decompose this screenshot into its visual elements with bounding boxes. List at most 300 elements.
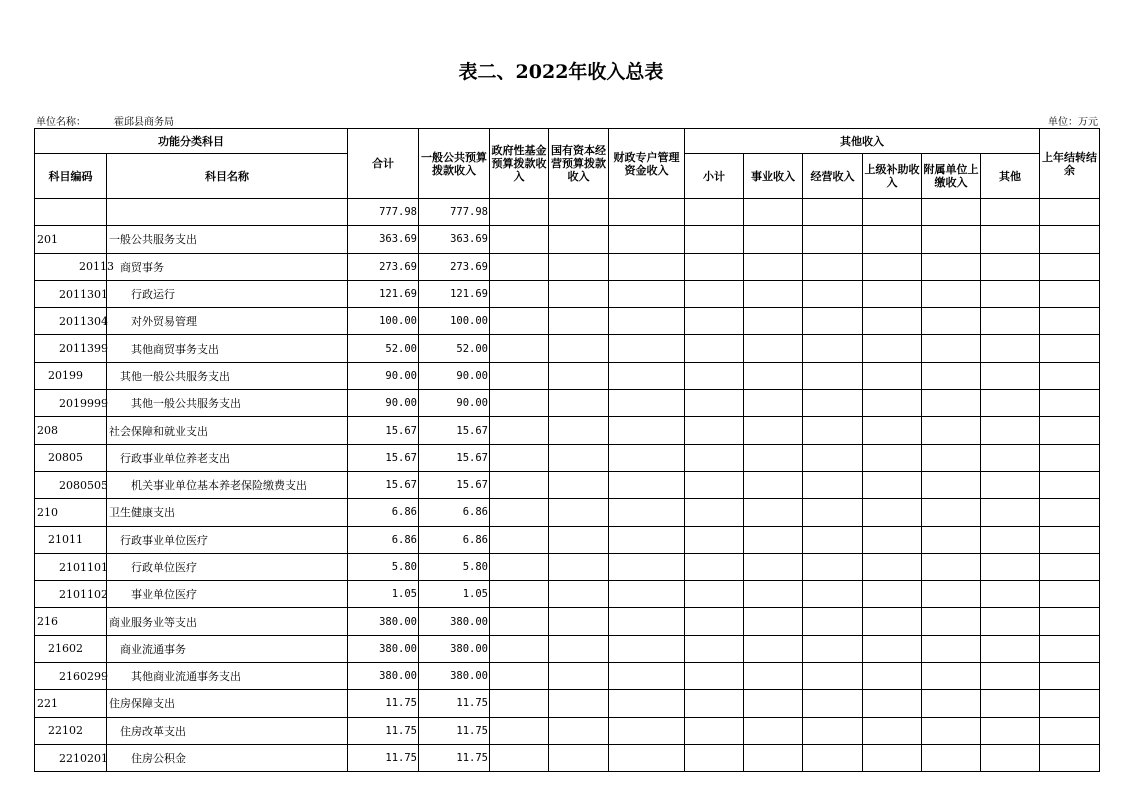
cell-empty xyxy=(863,335,922,362)
table-row xyxy=(35,690,1100,717)
cell-empty xyxy=(803,199,863,226)
cell-code: 2101101 xyxy=(35,553,107,580)
cell-empty xyxy=(685,744,744,771)
cell-empty xyxy=(1040,199,1100,226)
cell-empty xyxy=(981,608,1040,635)
cell-total: 15.67 xyxy=(348,417,419,444)
table-row xyxy=(35,390,1100,417)
cell-general-budget: 380.00 xyxy=(419,608,490,635)
cell-empty xyxy=(1040,308,1100,335)
cell-empty xyxy=(981,471,1040,498)
cell-name: 其他一般公共服务支出 xyxy=(107,390,348,417)
cell-empty xyxy=(922,226,981,253)
cell-code: 2160299 xyxy=(35,663,107,690)
cell-empty xyxy=(490,608,549,635)
cell-code: 201 xyxy=(35,226,107,253)
table-body xyxy=(35,199,1100,772)
cell-empty xyxy=(803,308,863,335)
cell-empty xyxy=(490,581,549,608)
cell-empty xyxy=(744,417,803,444)
cell-empty xyxy=(490,471,549,498)
table-row xyxy=(35,499,1100,526)
cell-empty xyxy=(549,308,609,335)
cell-empty xyxy=(490,499,549,526)
cell-empty xyxy=(1040,362,1100,389)
cell-name: 事业单位医疗 xyxy=(107,581,348,608)
cell-empty xyxy=(922,253,981,280)
cell-general-budget: 273.69 xyxy=(419,253,490,280)
cell-general-budget: 777.98 xyxy=(419,199,490,226)
cell-empty xyxy=(803,226,863,253)
cell-empty xyxy=(1040,444,1100,471)
cell-name: 行政事业单位养老支出 xyxy=(107,444,348,471)
cell-empty xyxy=(863,635,922,662)
cell-empty xyxy=(981,553,1040,580)
cell-name: 卫生健康支出 xyxy=(107,499,348,526)
cell-empty xyxy=(981,744,1040,771)
cell-empty xyxy=(922,744,981,771)
header-function-class: 功能分类科目 xyxy=(35,129,348,154)
header-special-mgmt: 财政专户管理资金收入 xyxy=(609,129,685,199)
cell-empty xyxy=(803,553,863,580)
cell-empty xyxy=(685,390,744,417)
cell-empty xyxy=(609,308,685,335)
cell-empty xyxy=(863,608,922,635)
cell-empty xyxy=(609,280,685,307)
header-general-budget: 一般公共预算拨款收入 xyxy=(419,129,490,199)
cell-name: 住房公积金 xyxy=(107,744,348,771)
cell-empty xyxy=(803,280,863,307)
cell-empty xyxy=(549,390,609,417)
cell-code: 20199 xyxy=(35,362,107,389)
cell-empty xyxy=(981,499,1040,526)
cell-code: 22102 xyxy=(35,717,107,744)
cell-empty xyxy=(803,608,863,635)
unit-name-label: 单位名称： xyxy=(36,117,86,128)
cell-empty xyxy=(549,608,609,635)
cell-empty xyxy=(863,253,922,280)
cell-empty xyxy=(685,362,744,389)
cell-general-budget: 11.75 xyxy=(419,717,490,744)
cell-empty xyxy=(744,390,803,417)
cell-empty xyxy=(922,635,981,662)
cell-empty xyxy=(1040,417,1100,444)
cell-empty xyxy=(549,362,609,389)
cell-empty xyxy=(609,744,685,771)
cell-empty xyxy=(922,280,981,307)
cell-empty xyxy=(685,417,744,444)
cell-empty xyxy=(922,335,981,362)
cell-empty xyxy=(549,717,609,744)
unit-name-value: 霍邱县商务局 xyxy=(114,117,174,128)
cell-empty xyxy=(744,362,803,389)
cell-total: 11.75 xyxy=(348,717,419,744)
cell-empty xyxy=(609,226,685,253)
cell-empty xyxy=(863,308,922,335)
cell-empty xyxy=(549,444,609,471)
cell-empty xyxy=(609,635,685,662)
cell-empty xyxy=(922,663,981,690)
cell-name: 社会保障和就业支出 xyxy=(107,417,348,444)
cell-empty xyxy=(863,581,922,608)
cell-total: 11.75 xyxy=(348,744,419,771)
cell-general-budget: 15.67 xyxy=(419,444,490,471)
cell-general-budget: 363.69 xyxy=(419,226,490,253)
cell-empty xyxy=(549,417,609,444)
table-row xyxy=(35,226,1100,253)
cell-empty xyxy=(1040,663,1100,690)
cell-empty xyxy=(744,744,803,771)
cell-empty xyxy=(803,253,863,280)
cell-empty xyxy=(685,635,744,662)
table-row xyxy=(35,744,1100,771)
cell-general-budget: 380.00 xyxy=(419,663,490,690)
cell-empty xyxy=(490,717,549,744)
cell-empty xyxy=(863,417,922,444)
cell-empty xyxy=(685,663,744,690)
cell-empty xyxy=(1040,635,1100,662)
cell-empty xyxy=(922,608,981,635)
cell-empty xyxy=(863,280,922,307)
cell-empty xyxy=(981,390,1040,417)
table-row xyxy=(35,417,1100,444)
cell-general-budget: 5.80 xyxy=(419,553,490,580)
cell-name: 行政事业单位医疗 xyxy=(107,526,348,553)
table-row xyxy=(35,581,1100,608)
table-row xyxy=(35,635,1100,662)
cell-general-budget: 90.00 xyxy=(419,390,490,417)
cell-empty xyxy=(549,553,609,580)
cell-empty xyxy=(981,280,1040,307)
cell-empty xyxy=(685,335,744,362)
cell-empty xyxy=(1040,499,1100,526)
cell-general-budget: 6.86 xyxy=(419,526,490,553)
cell-total: 380.00 xyxy=(348,608,419,635)
table-row xyxy=(35,717,1100,744)
cell-empty xyxy=(863,444,922,471)
cell-code: 221 xyxy=(35,690,107,717)
cell-empty xyxy=(549,253,609,280)
cell-empty xyxy=(1040,471,1100,498)
cell-empty xyxy=(981,581,1040,608)
cell-empty xyxy=(803,526,863,553)
cell-total: 6.86 xyxy=(348,526,419,553)
cell-empty xyxy=(490,390,549,417)
cell-empty xyxy=(490,553,549,580)
cell-empty xyxy=(490,444,549,471)
cell-empty xyxy=(922,499,981,526)
cell-code: 2019999 xyxy=(35,390,107,417)
cell-empty xyxy=(549,471,609,498)
cell-empty xyxy=(863,744,922,771)
cell-empty xyxy=(922,717,981,744)
cell-empty xyxy=(685,199,744,226)
cell-empty xyxy=(863,199,922,226)
table-row xyxy=(35,663,1100,690)
unit-name-line xyxy=(36,113,174,128)
cell-empty xyxy=(863,526,922,553)
cell-code: 2011399 xyxy=(35,335,107,362)
cell-empty xyxy=(685,308,744,335)
header-code: 科目编码 xyxy=(35,154,107,199)
cell-empty xyxy=(863,499,922,526)
cell-total: 100.00 xyxy=(348,308,419,335)
cell-empty xyxy=(1040,717,1100,744)
cell-code: 2011301 xyxy=(35,280,107,307)
cell-empty xyxy=(863,471,922,498)
table-row xyxy=(35,362,1100,389)
cell-empty xyxy=(549,663,609,690)
cell-empty xyxy=(803,417,863,444)
cell-empty xyxy=(744,335,803,362)
cell-empty xyxy=(609,417,685,444)
cell-empty xyxy=(981,444,1040,471)
cell-empty xyxy=(922,444,981,471)
cell-empty xyxy=(1040,526,1100,553)
cell-empty xyxy=(609,663,685,690)
cell-empty xyxy=(685,280,744,307)
cell-empty xyxy=(490,199,549,226)
cell-empty xyxy=(1040,226,1100,253)
cell-empty xyxy=(922,471,981,498)
cell-empty xyxy=(803,690,863,717)
cell-empty xyxy=(803,717,863,744)
cell-code: 2080505 xyxy=(35,471,107,498)
cell-empty xyxy=(490,690,549,717)
cell-empty xyxy=(744,608,803,635)
cell-empty xyxy=(1040,608,1100,635)
cell-empty xyxy=(609,690,685,717)
cell-name: 其他商业流通事务支出 xyxy=(107,663,348,690)
cell-empty xyxy=(490,253,549,280)
cell-empty xyxy=(685,608,744,635)
cell-empty xyxy=(744,553,803,580)
cell-code: 210 xyxy=(35,499,107,526)
header-superior-subsidy: 上级补助收入 xyxy=(863,154,922,199)
cell-empty xyxy=(803,581,863,608)
cell-empty xyxy=(490,663,549,690)
income-summary-table xyxy=(34,128,1100,772)
header-gov-fund: 政府性基金预算拨款收入 xyxy=(490,129,549,199)
cell-empty xyxy=(981,226,1040,253)
cell-empty xyxy=(863,690,922,717)
cell-empty xyxy=(981,663,1040,690)
cell-total: 363.69 xyxy=(348,226,419,253)
cell-empty xyxy=(981,199,1040,226)
cell-name: 机关事业单位基本养老保险缴费支出 xyxy=(107,471,348,498)
unit-label: 单位：万元 xyxy=(1048,117,1098,128)
cell-empty xyxy=(981,635,1040,662)
cell-empty xyxy=(744,444,803,471)
cell-empty xyxy=(609,717,685,744)
cell-general-budget: 15.67 xyxy=(419,471,490,498)
cell-code: 208 xyxy=(35,417,107,444)
cell-empty xyxy=(863,390,922,417)
cell-empty xyxy=(549,499,609,526)
cell-empty xyxy=(863,226,922,253)
header-state-capital: 国有资本经营预算拨款收入 xyxy=(549,129,609,199)
table-row xyxy=(35,444,1100,471)
cell-empty xyxy=(744,308,803,335)
cell-empty xyxy=(922,526,981,553)
cell-general-budget: 6.86 xyxy=(419,499,490,526)
cell-empty xyxy=(685,526,744,553)
cell-empty xyxy=(922,581,981,608)
table-row xyxy=(35,253,1100,280)
cell-name: 一般公共服务支出 xyxy=(107,226,348,253)
cell-empty xyxy=(981,526,1040,553)
cell-code: 2210201 xyxy=(35,744,107,771)
cell-empty xyxy=(922,362,981,389)
cell-total: 6.86 xyxy=(348,499,419,526)
cell-empty xyxy=(685,553,744,580)
cell-general-budget: 90.00 xyxy=(419,362,490,389)
cell-empty xyxy=(803,390,863,417)
cell-empty xyxy=(549,280,609,307)
cell-empty xyxy=(1040,253,1100,280)
cell-empty xyxy=(490,308,549,335)
cell-empty xyxy=(609,335,685,362)
table-row xyxy=(35,199,1100,226)
header-subtotal: 小计 xyxy=(685,154,744,199)
table-row xyxy=(35,526,1100,553)
cell-empty xyxy=(609,362,685,389)
header-other-income: 其他收入 xyxy=(685,129,1040,154)
cell-empty xyxy=(863,717,922,744)
cell-empty xyxy=(1040,690,1100,717)
cell-total: 11.75 xyxy=(348,690,419,717)
cell-empty xyxy=(609,526,685,553)
cell-empty xyxy=(685,444,744,471)
cell-empty xyxy=(803,635,863,662)
cell-empty xyxy=(863,553,922,580)
cell-total: 90.00 xyxy=(348,362,419,389)
cell-empty xyxy=(922,553,981,580)
cell-empty xyxy=(609,390,685,417)
cell-empty xyxy=(549,526,609,553)
header-other: 其他 xyxy=(981,154,1040,199)
table-row xyxy=(35,280,1100,307)
cell-general-budget: 52.00 xyxy=(419,335,490,362)
cell-empty xyxy=(981,362,1040,389)
cell-empty xyxy=(685,581,744,608)
cell-empty xyxy=(685,690,744,717)
cell-name: 其他商贸事务支出 xyxy=(107,335,348,362)
cell-empty xyxy=(922,308,981,335)
cell-empty xyxy=(803,499,863,526)
cell-general-budget: 11.75 xyxy=(419,744,490,771)
cell-empty xyxy=(744,199,803,226)
cell-empty xyxy=(1040,553,1100,580)
cell-general-budget: 121.69 xyxy=(419,280,490,307)
cell-total: 5.80 xyxy=(348,553,419,580)
cell-empty xyxy=(981,717,1040,744)
cell-empty xyxy=(1040,390,1100,417)
cell-code: 20805 xyxy=(35,444,107,471)
cell-empty xyxy=(922,199,981,226)
cell-empty xyxy=(490,526,549,553)
header-total: 合计 xyxy=(348,129,419,199)
cell-name: 商业流通事务 xyxy=(107,635,348,662)
cell-empty xyxy=(803,744,863,771)
cell-empty xyxy=(803,471,863,498)
cell-name xyxy=(107,199,348,226)
cell-code: 2011304 xyxy=(35,308,107,335)
cell-empty xyxy=(803,362,863,389)
cell-name: 住房改革支出 xyxy=(107,717,348,744)
cell-empty xyxy=(609,608,685,635)
cell-empty xyxy=(1040,744,1100,771)
cell-empty xyxy=(863,663,922,690)
cell-empty xyxy=(744,226,803,253)
cell-total: 121.69 xyxy=(348,280,419,307)
cell-empty xyxy=(863,362,922,389)
cell-name: 对外贸易管理 xyxy=(107,308,348,335)
table-row xyxy=(35,608,1100,635)
cell-empty xyxy=(803,444,863,471)
cell-code: 2101102 xyxy=(35,581,107,608)
cell-empty xyxy=(744,635,803,662)
cell-empty xyxy=(549,635,609,662)
cell-empty xyxy=(490,362,549,389)
cell-empty xyxy=(744,581,803,608)
cell-general-budget: 15.67 xyxy=(419,417,490,444)
cell-empty xyxy=(744,717,803,744)
cell-total: 15.67 xyxy=(348,471,419,498)
cell-total: 380.00 xyxy=(348,663,419,690)
table-row xyxy=(35,553,1100,580)
cell-empty xyxy=(803,663,863,690)
cell-empty xyxy=(609,253,685,280)
cell-empty xyxy=(609,581,685,608)
cell-general-budget: 100.00 xyxy=(419,308,490,335)
cell-empty xyxy=(744,663,803,690)
cell-empty xyxy=(744,690,803,717)
cell-empty xyxy=(490,280,549,307)
cell-general-budget: 1.05 xyxy=(419,581,490,608)
cell-name: 住房保障支出 xyxy=(107,690,348,717)
cell-empty xyxy=(1040,280,1100,307)
cell-empty xyxy=(744,280,803,307)
cell-empty xyxy=(685,471,744,498)
header-operating-income: 经营收入 xyxy=(803,154,863,199)
cell-empty xyxy=(490,417,549,444)
cell-empty xyxy=(609,553,685,580)
cell-name: 商贸事务 xyxy=(107,253,348,280)
table-row xyxy=(35,335,1100,362)
cell-code: 20113 xyxy=(35,253,107,280)
cell-general-budget: 380.00 xyxy=(419,635,490,662)
cell-empty xyxy=(549,744,609,771)
cell-name: 行政单位医疗 xyxy=(107,553,348,580)
cell-name: 其他一般公共服务支出 xyxy=(107,362,348,389)
header-business-income: 事业收入 xyxy=(744,154,803,199)
cell-empty xyxy=(609,444,685,471)
cell-total: 1.05 xyxy=(348,581,419,608)
cell-empty xyxy=(981,253,1040,280)
cell-empty xyxy=(490,226,549,253)
cell-code xyxy=(35,199,107,226)
cell-empty xyxy=(685,253,744,280)
cell-empty xyxy=(922,690,981,717)
cell-total: 273.69 xyxy=(348,253,419,280)
header-name: 科目名称 xyxy=(107,154,348,199)
cell-empty xyxy=(609,199,685,226)
cell-general-budget: 11.75 xyxy=(419,690,490,717)
cell-empty xyxy=(549,690,609,717)
page-title: 表二、2022年收入总表 xyxy=(458,61,664,83)
cell-empty xyxy=(490,335,549,362)
